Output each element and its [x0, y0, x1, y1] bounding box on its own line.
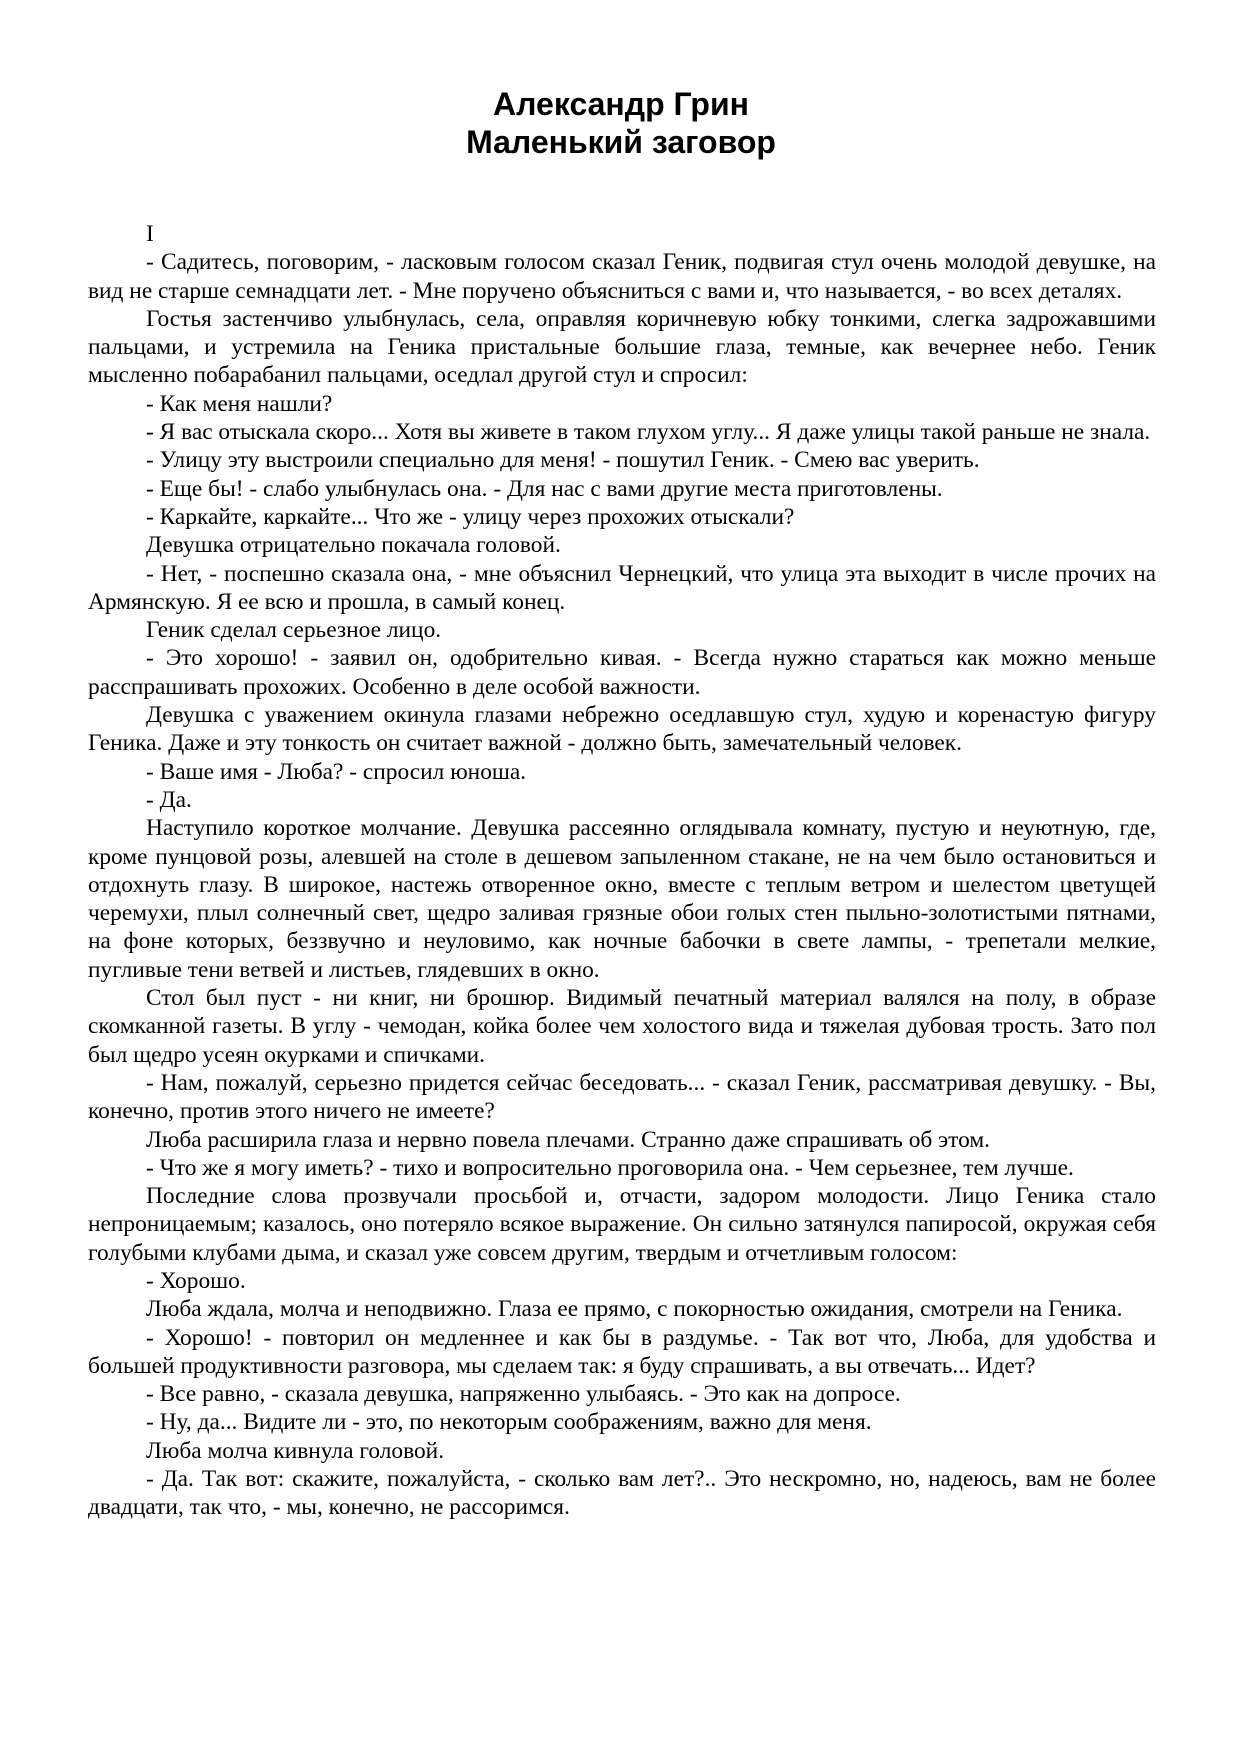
paragraph: - Хорошо! - повторил он медленнее и как бы в раздумье. - Так вот что, Люба, для удобства и большей продуктивности разговора, мы сделаем так: я буду спрашивать, а вы отвечать... Идет?: [88, 1324, 1156, 1379]
paragraph: Геник сделал серьезное лицо.: [146, 617, 442, 644]
story-text: [88, 220, 1156, 1522]
paragraph: - Да. Так вот: скажите, пожалуйста, - сколько вам лет?.. Это нескромно, но, надеюсь, вам не более двадцати, так что, - мы, конечно, не рассоримся.: [88, 1466, 1156, 1521]
paragraph: - Еще бы! - слабо улыбнулась она. - Для нас с вами другие места приготовлены.: [146, 475, 943, 502]
paragraph: Последние слова прозвучали просьбой и, отчасти, задором молодости. Лицо Геника стало непроницаемым; казалось, оно потеряло всякое выражение. Он сильно затянулся папиросой, окружая себя голубыми клубами дыма, и сказал уже совсем другим, твердым и отчетливым голосом:: [88, 1183, 1156, 1266]
paragraph: Девушка с уважением окинула глазами небрежно оседлавшую стул, худую и коренастую фигуру Геника. Даже и эту тонкость он считает важной - должно быть, замечательный человек.: [88, 702, 1156, 757]
paragraph: Стол был пуст - ни книг, ни брошюр. Видимый печатный материал валялся на полу, в образе скомканной газеты. В углу - чемодан, койка более чем холостого вида и тяжелая дубовая трость. Зато пол был щедро усеян окурками и спичками.: [88, 985, 1156, 1068]
paragraph: - Садитесь, поговорим, - ласковым голосом сказал Геник, подвигая стул очень молодой девушке, на вид не старше семнадцати лет. - Мне поручено объясниться с вами и, что называется, - во всех деталях.: [88, 249, 1156, 304]
paragraph: Гостья застенчиво улыбнулась, села, оправляя коричневую юбку тонкими, слегка задрожавшими пальцами, и устремила на Геника пристальные большие глаза, темные, как вечернее небо. Геник мысленно побарабанил пальцами, оседлал другой стул и спросил:: [88, 305, 1156, 389]
paragraph: - Нет, - поспешно сказала она, - мне объяснил Чернецкий, что улица эта выходит в числе прочих на Армянскую. Я ее всю и прошла, в самый конец.: [88, 560, 1156, 615]
paragraph: - Как меня нашли?: [146, 390, 333, 417]
paragraph: - Ну, да... Видите ли - это, по некоторым соображениям, важно для меня.: [146, 1409, 872, 1436]
paragraph: Наступило короткое молчание. Девушка рассеянно оглядывала комнату, пустую и неуютную, где, кроме пунцовой розы, алевшей на столе в дешевом запыленном стакане, не на чем было остановиться и отдохнуть глазу. В широкое, настежь отворенное окно, вместе с теплым ветром и шелестом цветущей черемухи, плыл солнечный свет, щедро заливая грязные обои голых стен пыльно-золотистыми пятнами, на фоне которых, беззвучно и неуловимо, как ночные бабочки в свете лампы, - трепетали мелкие, пугливые тени ветвей и листьев, глядевших в окно.: [88, 815, 1156, 983]
paragraph: - Нам, пожалуй, серьезно придется сейчас беседовать... - сказал Геник, рассматривая девушку. - Вы, конечно, против этого ничего не имеете?: [88, 1069, 1156, 1125]
story-title: Маленький заговор: [466, 124, 776, 160]
paragraph: - Это хорошо! - заявил он, одобрительно кивая. - Всегда нужно стараться как можно меньше расспрашивать прохожих. Особенно в деле особой важности.: [88, 645, 1156, 700]
paragraph: - Я вас отыскала скоро... Хотя вы живете в таком глухом углу... Я даже улицы такой раньше не знала.: [146, 419, 1151, 446]
paragraph: Люба молча кивнула головой.: [146, 1437, 445, 1464]
paragraph: Люба ждала, молча и неподвижно. Глаза ее прямо, с покорностью ожидания, смотрели на Геника.: [146, 1296, 1123, 1323]
paragraph: Люба расширила глаза и нервно повела плечами. Странно даже спрашивать об этом.: [146, 1126, 990, 1153]
paragraph: - Все равно, - сказала девушка, напряженно улыбаясь. - Это как на допросе.: [146, 1381, 901, 1408]
chapter-number: I: [146, 221, 154, 247]
paragraph: - Улицу эту выстроили специально для меня! - пошутил Геник. - Смею вас уверить.: [146, 447, 980, 474]
title-block: [0, 85, 1242, 161]
paragraph: - Да.: [146, 786, 192, 813]
paragraph: Девушка отрицательно покачала головой.: [146, 532, 561, 559]
paragraph: - Каркайте, каркайте... Что же - улицу через прохожих отыскали?: [146, 503, 795, 530]
author-name: Александр Грин: [493, 86, 749, 122]
paragraph: - Что же я могу иметь? - тихо и вопросительно проговорила она. - Чем серьезнее, тем лучше.: [146, 1154, 1074, 1181]
paragraph: - Ваше имя - Люба? - спросил юноша.: [146, 758, 527, 785]
paragraph: - Хорошо.: [146, 1267, 246, 1294]
